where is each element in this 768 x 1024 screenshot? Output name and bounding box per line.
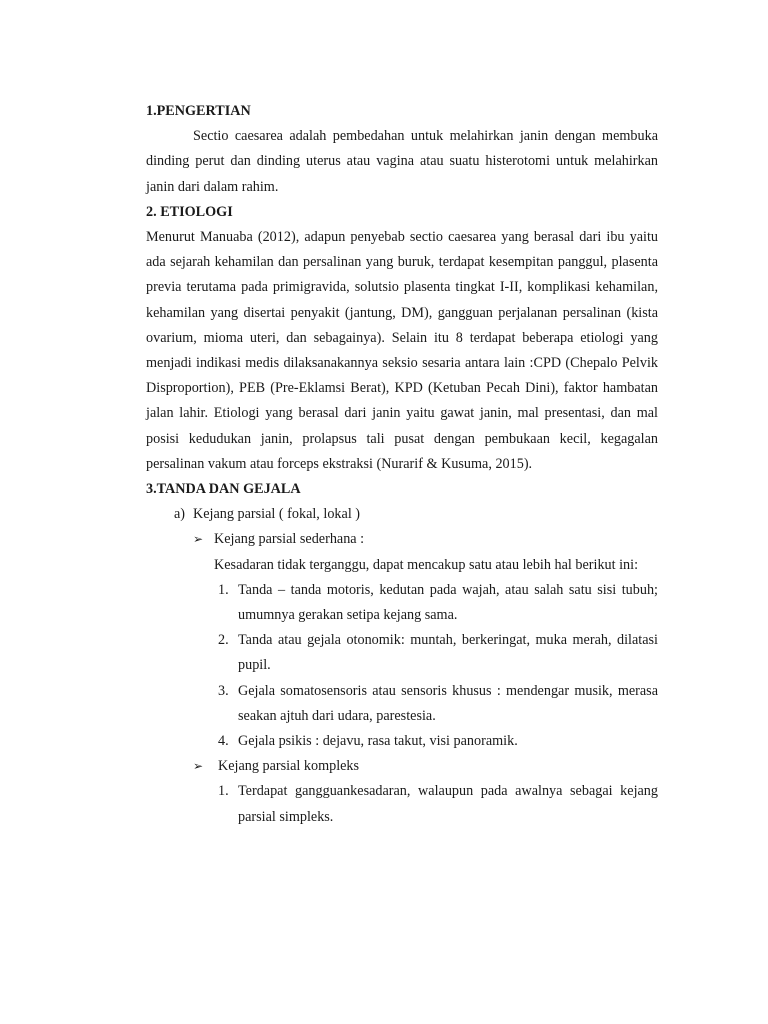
item-text: Tanda – tanda motoris, kedutan pada wajah, atau salah satu sisi tubuh; umumnya gerakan setipa kejang sama. xyxy=(238,581,658,624)
item-number: 2. xyxy=(218,632,229,649)
arrow-bullet-icon: ➢ xyxy=(193,759,204,774)
bullet-item-parsial-kompleks xyxy=(193,754,658,779)
bullet-label-parsial-kompleks: Kejang parsial kompleks xyxy=(218,758,360,775)
item-number: 1. xyxy=(218,783,229,800)
bullet-item-parsial-sederhana xyxy=(193,527,658,552)
numbered-item xyxy=(218,779,658,829)
document-page xyxy=(146,99,658,830)
numbered-item xyxy=(218,578,658,628)
paragraph-parsial-sederhana-intro: Kesadaran tidak terganggu, dapat mencakup satu atau lebih hal berikut ini: xyxy=(214,556,639,573)
numbered-item xyxy=(218,729,658,754)
paragraph-etiologi: Menurut Manuaba (2012), adapun penyebab sectio caesarea yang berasal dari ibu yaitu ada sejarah kehamilan dan persalinan yang buruk, terdapat kesempitan panggul, plasenta previa terutama pada primigravida, solutsio plasenta tingkat I-II, komplikasi kehamilan, kehamilan yang disertai penyakit (jantung, DM), gangguan perjalanan persalinan (kista ovarium, mioma uteri, dan sebagainya). Selain itu 8 terdapat beberapa etiologi yang menjadi indikasi medis dilaksanakannya seksio sesaria antara lain :CPD (Chepalo Pelvik Disproportion), PEB (Pre-Eklamsi Berat), KPD (Ketuban Pecah Dini), faktor hambatan jalan lahir. Etiologi yang berasal dari janin yaitu gawat janin, mal presentasi, dan mal posisi kedudukan janin, prolapsus tali pusat dengan pembukaan kecil, kegagalan persalinan vakum atau forceps ekstraksi (Nurarif & Kusuma, 2015). xyxy=(146,229,658,472)
item-text: Gejala psikis : dejavu, rasa takut, visi panoramik. xyxy=(238,733,518,750)
item-number: 4. xyxy=(218,733,229,750)
list-item-a xyxy=(174,502,658,527)
arrow-bullet-icon: ➢ xyxy=(193,532,204,547)
bullet-label-parsial-sederhana: Kejang parsial sederhana : xyxy=(214,531,365,548)
list-marker-a: a) xyxy=(174,506,186,523)
heading-tanda-gejala: 3.TANDA DAN GEJALA xyxy=(146,481,301,498)
heading-pengertian: 1.PENGERTIAN xyxy=(146,103,251,119)
numbered-item xyxy=(218,679,658,729)
numbered-item xyxy=(218,628,658,678)
item-text: Tanda atau gejala otonomik: muntah, berkeringat, muka merah, dilatasi pupil. xyxy=(238,632,658,674)
item-number: 1. xyxy=(218,581,229,598)
item-text: Gejala somatosensoris atau sensoris khusus : mendengar musik, merasa seakan ajtuh dari udara, parestesia. xyxy=(238,682,658,724)
item-number: 3. xyxy=(218,682,229,699)
heading-etiologi: 2. ETIOLOGI xyxy=(146,203,233,220)
list-item-a-label: Kejang parsial ( fokal, lokal ) xyxy=(193,506,361,523)
paragraph-pengertian: Sectio caesarea adalah pembedahan untuk melahirkan janin dengan membuka dinding perut dan dinding uterus atau vagina atau suatu histerotomi untuk melahirkan janin dari dalam rahim. xyxy=(146,128,658,195)
item-text: Terdapat gangguankesadaran, walaupun pada awalnya sebagai kejang parsial simpleks. xyxy=(238,783,658,825)
